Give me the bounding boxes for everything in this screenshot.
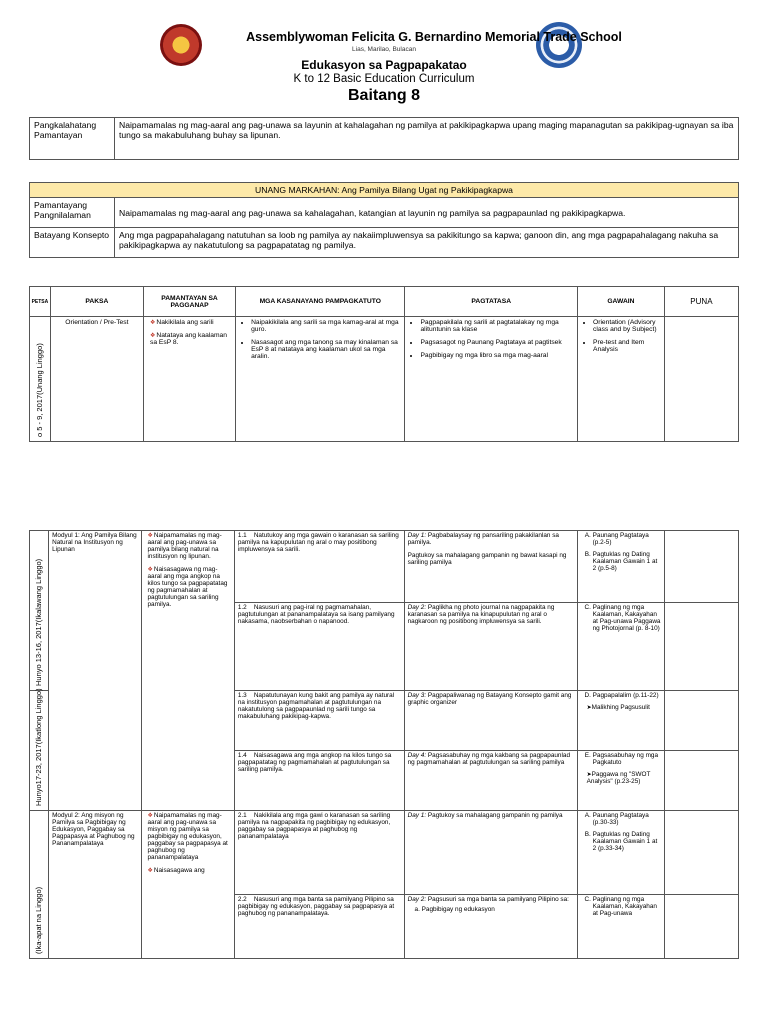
assessment-day3 (404, 691, 577, 751)
week1-date-cell (30, 317, 51, 442)
list-item: ❖ Naisasagawa ang (147, 867, 230, 874)
module1-pamantayan (142, 531, 234, 811)
skill-2-2 (234, 895, 404, 959)
skill-text: Nakikilala ang mga gawi o karanasan sa sariling pamilya na nagpapakita ng pagbibigay ng edukasyon, paggabay sa pagpapasya at paghubog ng pananampalataya (237, 812, 391, 840)
week1-date: o 5 - 9, 2017(Unang Linggo) (34, 343, 44, 437)
skill-number: 2.1 (237, 812, 247, 819)
general-standard-table (29, 117, 739, 160)
module1-paksa: Modyul 1: Ang Pamilya Bilang Natural na Institusyon ng Lipunan (49, 531, 142, 811)
skill-text: Nasusuri ang pag-iral ng pagmamahalan, pagtutulungan at pananampalataya sa isang pamilyang nakasama, naobserbahan o napanood. (237, 604, 395, 625)
skill-text: Naisasagawa ang mga angkop na kilos tungo sa pagpapatatag ng pagmamahalan at pagtutulungan sa sariling pamilya. (237, 752, 392, 773)
concept-label: Batayang Konsepto (30, 228, 115, 258)
remarks-cell (664, 895, 738, 959)
day-label: Day 4: (407, 752, 427, 759)
skill-text: Napatutunayan kung bakit ang pamilya ay natural na institusyon pagmamahalan at pagtutulungan na nakatutulong sa pagpapaunlad ng sarili tungo sa makabuluhang pakikipag-kapwa. (237, 692, 395, 720)
remarks-cell (664, 531, 738, 603)
week2-date: Hunyo 13-16, 2017(Ikalawang Linggo) (34, 558, 44, 686)
list-item: A. Paunang Pagtataya (p.30-33) (593, 812, 661, 826)
list-item: B. Pagtuklas ng Dating Kaalaman Gawain 1 at 2 (p.5-8) (593, 551, 661, 572)
list-item: ❖ Nakikilala ang sarili (150, 319, 231, 326)
col-paksa: PAKSA (50, 287, 143, 317)
document-header (0, 0, 768, 110)
list-item: ❖ Naisasagawa ng mag-aaral ang mga angkop na kilos tungo sa pagpapatatag ng pagmamahalan at pagtutulungan sa sariling pamilya. (147, 566, 230, 608)
assessment-day2 (404, 603, 577, 691)
skill-text: Nasusuri ang mga banta sa pamilyang Pilipino sa pagbibigay ng edukasyon, paggabay sa pagpapasya at paghubog ng pananampalataya. (237, 896, 395, 917)
assessment-text: Pagpapaliwanag ng Batayang Konsepto gamit ang graphic organizer (407, 692, 572, 706)
week4-date: (Ika-apat na Linggo) (34, 886, 44, 954)
assessment-text: Pagsusuri sa mga banta sa pamilyang Pilipino sa: (427, 896, 569, 903)
quarter-title: UNANG MARKAHAN: Ang Pamilya Bilang Ugat ng Pakikipagkapwa (30, 183, 739, 198)
col-gawain: GAWAIN (578, 287, 665, 317)
week3-date-cell (30, 688, 49, 811)
list-item: C. Paglinang ng mga Kaalaman, Kakayahan at Pag-unawa Paggawa ng Photojornal (p. 8-10) (593, 604, 661, 632)
week3-date: Hunyo17-23, 2017(Ikatlong Linggo) (34, 688, 44, 806)
assessment-text: Pagsasabuhay ng mga kakbang sa pagpapaunlad ng pagmamahalan at pagtutulungan sa sariling pamilya (407, 752, 571, 766)
week1-paksa: Orientation / Pre-Test (50, 317, 143, 442)
list-item: • Orientation (Advisory class and by Subject) (593, 319, 660, 333)
week1-pagtatasa (405, 317, 578, 442)
col-pamantayan: PAMANTAYAN SA PAGGANAP (143, 287, 235, 317)
week1-puna (664, 317, 738, 442)
remarks-cell (664, 811, 738, 895)
skill-number: 1.3 (237, 692, 247, 699)
list-item: • Pagsasagot ng Paunang Pagtataya at pagtitsek (420, 339, 573, 346)
activity-day1 (577, 531, 664, 603)
list-item: • Pagbibigay ng mga libro sa mga mag-aaral (420, 352, 573, 359)
list-item: • Pre-test and Item Analysis (593, 339, 660, 353)
school-name: Assemblywoman Felicita G. Bernardino Memorial Trade School (246, 30, 622, 44)
remarks-cell (664, 691, 738, 751)
list-item: A. Paunang Pagtataya (p.2-5) (593, 532, 661, 546)
assessment-m2-day2 (404, 895, 577, 959)
list-item: • Nasasagot ang mga tanong sa may kinalaman sa EsP 8 at natataya ang kaalaman ukol sa mga aralin. (251, 339, 400, 360)
col-pagtatasa: PAGTATASA (405, 287, 578, 317)
module2-pamantayan (142, 811, 234, 959)
assessment-text-2: Pagtukoy sa mahalagang gampanin ng bawat kasapi ng sariling pamilya (407, 552, 567, 566)
skill-text: Natutukoy ang mga gawain o karanasan sa sariling pamilya na kapupulutan ng aral o may positibong impluwensya sa sarili. (237, 532, 399, 553)
content-standard-text: Naipamamalas ng mag-aaral ang pag-unawa sa kahalagahan, katangian at layunin ng pamilya sa pagpapaunlad ng pakikipagkapwa. (115, 198, 739, 228)
week1-pamantayan (143, 317, 235, 442)
list-item: ❖ Natataya ang kaalaman sa EsP 8. (150, 332, 231, 346)
skill-number: 1.2 (237, 604, 247, 611)
week1-gawain (578, 317, 665, 442)
content-standard-label: Pamantayang Pangnilalaman (30, 198, 115, 228)
remarks-cell (664, 751, 738, 811)
list-item: ➤ Malikhing Pagsusulit (587, 704, 661, 711)
skill-1-2 (234, 603, 404, 691)
list-item: ❖ Naipamamalas ng mag-aaral ang pag-unawa sa misyon ng pamilya sa pagbibigay ng edukasyon, paggabay sa pagpapasya at paghubog ng pananampalataya (147, 812, 230, 861)
grade-title: Baitang 8 (347, 87, 420, 104)
assessment-text: Pagtukoy sa mahalagang gampanin ng pamilya (427, 812, 563, 819)
week1-table (29, 286, 739, 442)
col-petsa: PETSA (30, 287, 51, 317)
school-address: Lias, Marilao, Bulacan (352, 46, 416, 53)
general-standard-text: Naipamamalas ng mag-aaral ang pag-unawa sa layunin at kahalagahan ng pamilya at pakikipagkapwa upang maging mapanagutan sa pakikipag-ugnayan sa iba tungo sa makabuluhang buhay sa lipunan. (115, 118, 739, 160)
list-item: B. Pagtuklas ng Dating Kaalaman Gawain 1 at 2 (p.33-34) (593, 831, 661, 852)
remarks-cell (664, 603, 738, 691)
quarter-standard-table (29, 182, 739, 258)
skill-number: 1.4 (237, 752, 247, 759)
assessment-day4 (404, 751, 577, 811)
day-label: Day 1: (407, 812, 427, 819)
activity-day4 (577, 751, 664, 811)
day-label: Day 2: (407, 896, 427, 903)
list-item: ❖ Naipamamalas ng mag-aaral ang pag-unawa sa pamilya bilang natural na institusyon ng lipunan. (147, 532, 230, 560)
curriculum-title: K to 12 Basic Education Curriculum (293, 73, 475, 85)
activity-m2-day1 (577, 811, 664, 895)
list-item: • Naipakikilala ang sarili sa mga kamag-aral at mga guro. (251, 319, 400, 333)
list-item: D. Pagpapalalim (p.11-22) (593, 692, 661, 699)
skill-number: 2.2 (237, 896, 247, 903)
list-item: ➤ Paggawa ng "SWOT Analysis" (p.23-25) (587, 771, 661, 785)
day-label: Day 3: (407, 692, 427, 699)
activity-day2 (577, 603, 664, 691)
concept-text: Ang mga pagpapahalagang natutuhan sa loob ng pamilya ay nakaiimpluwensya sa pakikitungo sa kapwa; ganoon din, ang mga pagpapahalagang nakuha sa pakikipagkapwa ay nakatutulong sa pagpapatatag ng pamilya. (115, 228, 739, 258)
assessment-day1 (404, 531, 577, 603)
list-item: E. Pagsasabuhay ng mga Pagkatuto (593, 752, 661, 766)
list-item: C. Paglinang ng mga Kaalaman, Kakayahan at Pag-unawa (593, 896, 661, 917)
assessment-m2-day1 (404, 811, 577, 895)
skill-1-3 (234, 691, 404, 751)
activity-m2-day2 (577, 895, 664, 959)
module2-paksa: Modyul 2: Ang misyon ng Pamilya sa Pagbibigay ng Edukasyon, Paggabay sa Pagpapasya at Paghubog ng Pananampalataya (49, 811, 142, 959)
list-item: a. Pagbibigay ng edukasyon (422, 906, 574, 913)
week1-kasanayan (236, 317, 405, 442)
week2-date-cell (30, 531, 49, 691)
day-label: Day 2: (407, 604, 427, 611)
assessment-text: Pagbabalaysay ng pansariling pakakilanlan sa pamilya. (407, 532, 559, 546)
day-label: Day 1: (407, 532, 427, 539)
activity-day3 (577, 691, 664, 751)
skill-1-4 (234, 751, 404, 811)
list-item: • Pagpapakilala ng sarili at pagtatalakay ng mga alituntunin sa klase (420, 319, 573, 333)
assessment-text: Paglikha ng photo journal na nagpapakita ng karanasan sa pamilya na kinapupulutan ng aral o nagkaroon ng positibong impluwensya sa sarili. (407, 604, 555, 625)
week4-date-cell (30, 811, 49, 959)
col-kasanayan: MGA KASANAYANG PAMPAGKATUTO (236, 287, 405, 317)
skill-1-1 (234, 531, 404, 603)
subject-title: Edukasyon sa Pagpapakatao (301, 58, 467, 72)
skill-number: 1.1 (237, 532, 247, 539)
col-puna: PUNA (664, 287, 738, 317)
general-standard-label: Pangkalahatang Pamantayan (30, 118, 115, 160)
modules-table (29, 530, 739, 959)
skill-2-1 (234, 811, 404, 895)
